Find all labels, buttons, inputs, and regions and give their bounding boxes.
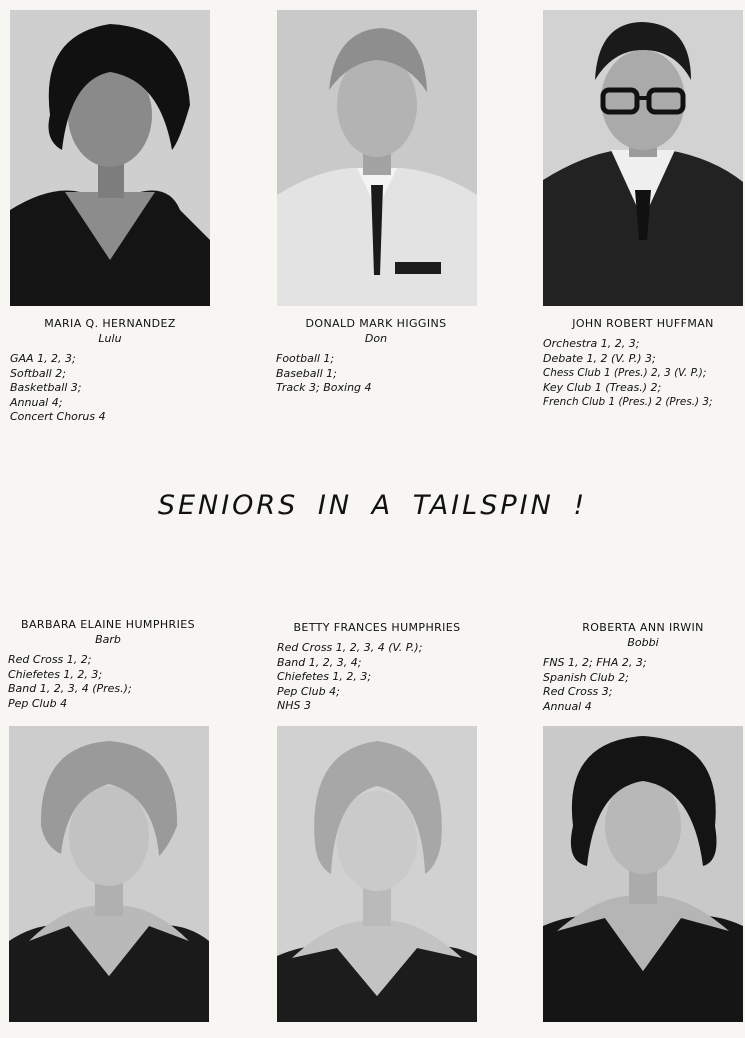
portrait-barbara-humphries [9,726,209,1022]
activity-item: Orchestra 1, 2, 3; [543,337,640,350]
activities-list [8,653,228,711]
activity-item: Chiefetes 1, 2, 3; [277,670,372,684]
activities-list [543,337,743,410]
activity-item: Chiefetes 1, 2, 3; [8,667,103,681]
activity-item: Track 3; Boxing 4 [276,381,372,395]
activity-item: Debate 1, 2 (V. P.) 3; [543,351,656,365]
activity-item: Band 1, 2, 3, 4; [277,655,362,669]
activities-list [543,656,743,714]
activity-item: Red Cross 1, 2; [8,653,92,666]
senior-name: ROBERTA ANN IRWIN [582,621,704,634]
senior-name: JOHN ROBERT HUFFMAN [572,317,714,330]
senior-nickname: Bobbi [627,636,659,649]
activity-item: Annual 4; [10,395,63,409]
portrait-betty-humphries [277,726,477,1022]
portrait-maria-hernandez [10,10,210,306]
senior-card-betty-humphries [277,620,497,714]
activity-item: Baseball 1; [276,366,337,380]
senior-nickname: Lulu [98,332,122,345]
activity-item: NHS 3 [277,699,311,713]
activity-item: Concert Chorus 4 [10,410,106,424]
activities-list [276,352,496,396]
activity-item: Softball 2; [10,366,66,380]
activity-item: Band 1, 2, 3, 4 (Pres.); [8,682,132,696]
senior-name: BARBARA ELAINE HUMPHRIES [21,618,195,631]
senior-card-huffman [543,316,743,410]
portrait-roberta-irwin [543,726,743,1022]
senior-card-higgins [276,316,496,396]
activity-item: Red Cross 3; [543,685,613,699]
activity-item: GAA 1, 2, 3; [10,352,76,365]
activity-item: Key Club 1 (Treas.) 2; [543,380,662,394]
senior-card-barbara-humphries [8,617,228,711]
activity-item: Chess Club 1 (Pres.) 2, 3 (V. P.); [543,367,707,380]
activity-item: Spanish Club 2; [543,670,629,684]
senior-name: MARIA Q. HERNANDEZ [44,317,176,330]
senior-name: DONALD MARK HIGGINS [305,317,447,330]
senior-nickname: Barb [95,633,121,646]
activity-item: Pep Club 4; [277,684,340,698]
activities-list [277,641,497,714]
activities-list [10,352,230,425]
senior-nickname: Don [364,332,388,345]
activity-item: French Club 1 (Pres.) 2 (Pres.) 3; [543,396,713,409]
activity-item: Football 1; [276,352,335,365]
activity-item: Red Cross 1, 2, 3, 4 (V. P.); [277,641,423,654]
senior-card-hernandez [10,316,230,425]
portrait-donald-higgins [277,10,477,306]
activity-item: Basketball 3; [10,381,82,395]
activity-item: Annual 4 [543,699,592,713]
portrait-john-huffman [543,10,743,306]
senior-card-irwin [543,620,743,714]
page-headline: SENIORS IN A TAILSPIN ! [157,490,588,521]
activity-item: Pep Club 4 [8,696,68,710]
activity-item: FNS 1, 2; FHA 2, 3; [543,656,647,669]
senior-name: BETTY FRANCES HUMPHRIES [293,621,461,634]
